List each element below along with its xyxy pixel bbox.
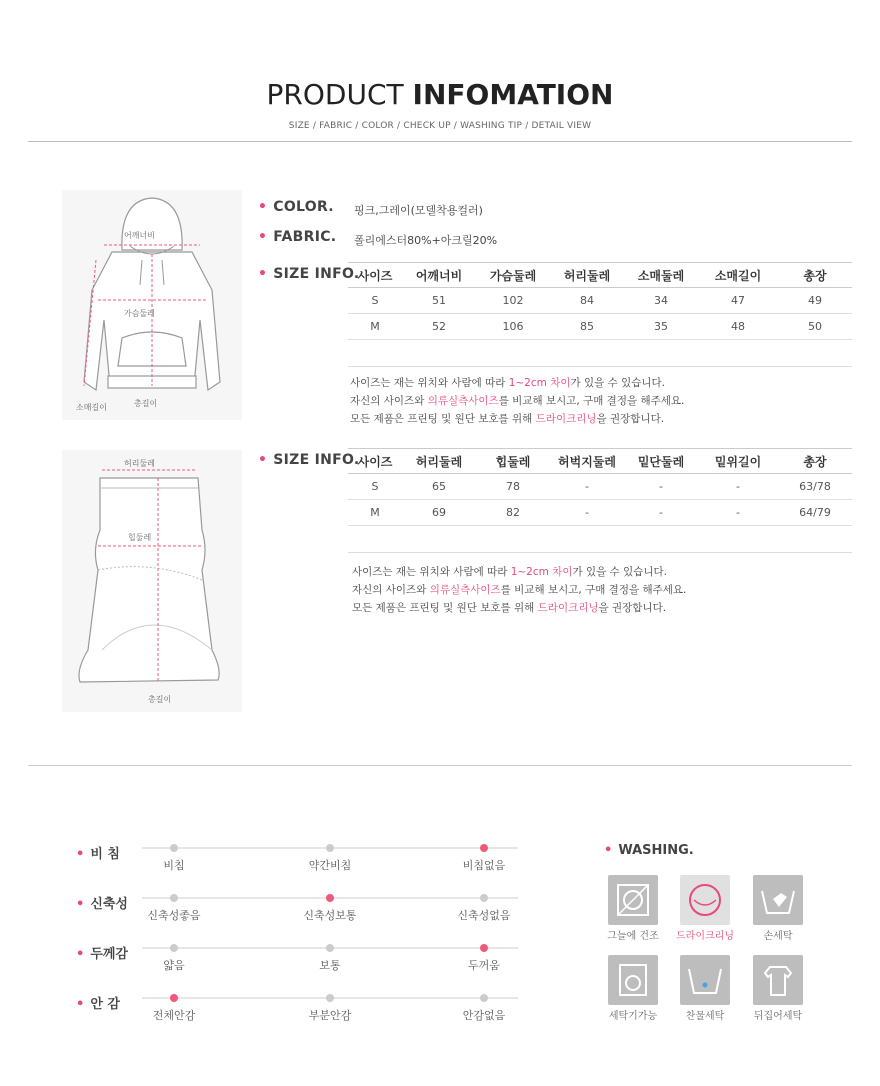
rating-option: 얇음 <box>163 959 185 972</box>
table-cell: 65 <box>402 474 476 500</box>
table-cell: M <box>348 314 402 340</box>
color-value: 핑크,그레이(모델착용컬러) <box>354 204 483 217</box>
cold-water-icon <box>680 955 730 1005</box>
washing-machine-icon <box>608 955 658 1005</box>
washing-label: 그늘에 건조 <box>607 931 659 942</box>
rating-option: 전체안감 <box>152 1009 196 1022</box>
rating-option: 보통 <box>319 959 341 972</box>
rating-label: • 두께감 <box>76 947 128 962</box>
table-cell: - <box>624 500 698 526</box>
washing-label: 손세탁 <box>763 931 793 942</box>
washing-label: 세탁기가능 <box>608 1011 658 1022</box>
rating-point <box>326 944 334 952</box>
table-cell: - <box>550 500 624 526</box>
length-label: 총길이 <box>134 399 158 408</box>
fabric-label: • FABRIC. <box>258 229 337 245</box>
rating-option: 비침없음 <box>462 859 506 872</box>
column-header: 총장 <box>778 449 852 474</box>
washing-label: 뒤집어세탁 <box>753 1011 803 1022</box>
table-cell: 85 <box>550 314 624 340</box>
rating-label: • 비 침 <box>76 847 120 862</box>
table-cell: 102 <box>476 288 550 314</box>
table-cell: 52 <box>402 314 476 340</box>
rating-point-selected <box>480 844 488 852</box>
rating-label: • 신축성 <box>76 897 128 912</box>
fabric-value: 폴리에스터80%+아크릴20% <box>354 234 498 247</box>
hoodie-illustration <box>62 190 242 420</box>
rating-point <box>170 894 178 902</box>
column-header: 허리둘레 <box>402 449 476 474</box>
rating-point <box>170 944 178 952</box>
rating-point <box>480 894 488 902</box>
column-header: 밑단둘레 <box>624 449 698 474</box>
chest-label: 가슴둘레 <box>124 309 155 318</box>
divider <box>348 366 852 367</box>
table-cell: 35 <box>624 314 698 340</box>
rating-point <box>170 844 178 852</box>
table-cell: 64/79 <box>778 500 852 526</box>
table-header-row <box>348 449 852 474</box>
rating-option: 부분안감 <box>308 1009 352 1022</box>
table-cell: - <box>550 474 624 500</box>
shoulder-label: 어깨너비 <box>124 231 155 240</box>
column-header: 총장 <box>778 263 852 288</box>
table-cell: 49 <box>778 288 852 314</box>
table-cell: S <box>348 474 402 500</box>
table-cell: S <box>348 288 402 314</box>
dry-clean-icon <box>680 875 730 925</box>
bottom-size-table <box>348 448 852 526</box>
rating-label: • 안 감 <box>76 997 120 1012</box>
rating-option: 신축성보통 <box>303 909 357 922</box>
hand-wash-icon <box>753 875 803 925</box>
section-subnav: SIZE / FABRIC / COLOR / CHECK UP / WASHING TIP / DETAIL VIEW <box>288 121 592 131</box>
rating-option: 안감없음 <box>462 1009 506 1022</box>
sleeve-label: 소매길이 <box>76 403 107 412</box>
table-cell: 106 <box>476 314 550 340</box>
page-title: PRODUCT INFOMATION <box>266 78 614 111</box>
divider <box>348 552 852 553</box>
table-cell: 69 <box>402 500 476 526</box>
color-label: • COLOR. <box>258 199 334 215</box>
rating-option: 약간비침 <box>308 859 352 872</box>
washing-label: 드라이크리닝 <box>676 931 734 942</box>
column-header: 힙둘레 <box>476 449 550 474</box>
rating-point <box>480 994 488 1002</box>
rating-point-selected <box>170 994 178 1002</box>
shade-dry-icon <box>608 875 658 925</box>
bottom-size-note: 사이즈는 재는 위치와 사람에 따라 1~2cm 차이가 있을 수 있습니다. 자신의 사이즈와 의류실측사이즈를 비교해 보시고, 구매 결정을 해주세요. 모든 제품은 프린팅 및 원단 보호를 위해 드라이크리닝을 권장합니다. <box>352 566 687 614</box>
column-header: 허리둘레 <box>550 263 624 288</box>
length-label: 총길이 <box>148 695 172 704</box>
table-cell: 78 <box>476 474 550 500</box>
table-cell: 48 <box>698 314 778 340</box>
top-size-note: 사이즈는 재는 위치와 사람에 따라 1~2cm 차이가 있을 수 있습니다. 자신의 사이즈와 의류실측사이즈를 비교해 보시고, 구매 결정을 해주세요. 모든 제품은 프린팅 및 원단 보호를 위해 드라이크리닝을 권장합니다. <box>350 377 685 425</box>
hip-label: 힙둘레 <box>128 533 152 542</box>
size-info-label: • SIZE INFO. <box>258 266 360 282</box>
table-cell: 50 <box>778 314 852 340</box>
column-header: 가슴둘레 <box>476 263 550 288</box>
rating-option: 비침 <box>163 859 185 872</box>
table-cell: - <box>698 500 778 526</box>
rating-option: 두꺼움 <box>468 959 500 972</box>
column-header: 어깨너비 <box>402 263 476 288</box>
rating-option: 신축성없음 <box>457 909 511 922</box>
table-cell: 84 <box>550 288 624 314</box>
size-info-label: • SIZE INFO. <box>258 452 360 468</box>
rating-point-selected <box>480 944 488 952</box>
rating-point <box>326 844 334 852</box>
table-cell: 34 <box>624 288 698 314</box>
rating-option: 신축성좋음 <box>147 909 201 922</box>
table-cell: - <box>624 474 698 500</box>
divider <box>28 141 852 142</box>
table-cell: M <box>348 500 402 526</box>
table-header-row <box>348 263 852 288</box>
divider <box>28 765 852 766</box>
page-header <box>0 78 880 131</box>
table-row <box>348 288 852 314</box>
column-header: 밑위길이 <box>698 449 778 474</box>
table-cell: - <box>698 474 778 500</box>
skirt-illustration <box>62 450 242 712</box>
inside-out-icon <box>753 955 803 1005</box>
column-header: 허벅지둘레 <box>550 449 624 474</box>
column-header: 사이즈 <box>348 449 402 474</box>
column-header: 사이즈 <box>348 263 402 288</box>
table-row <box>348 314 852 340</box>
column-header: 소매둘레 <box>624 263 698 288</box>
table-cell: 82 <box>476 500 550 526</box>
table-row <box>348 500 852 526</box>
table-cell: 51 <box>402 288 476 314</box>
rating-point <box>326 994 334 1002</box>
table-cell: 63/78 <box>778 474 852 500</box>
washing-label: 찬물세탁 <box>685 1011 725 1022</box>
waist-label: 허리둘레 <box>124 459 155 468</box>
table-row <box>348 474 852 500</box>
rating-point-selected <box>326 894 334 902</box>
top-size-table <box>348 262 852 340</box>
washing-title: • WASHING. <box>604 843 694 858</box>
table-cell: 47 <box>698 288 778 314</box>
column-header: 소매길이 <box>698 263 778 288</box>
